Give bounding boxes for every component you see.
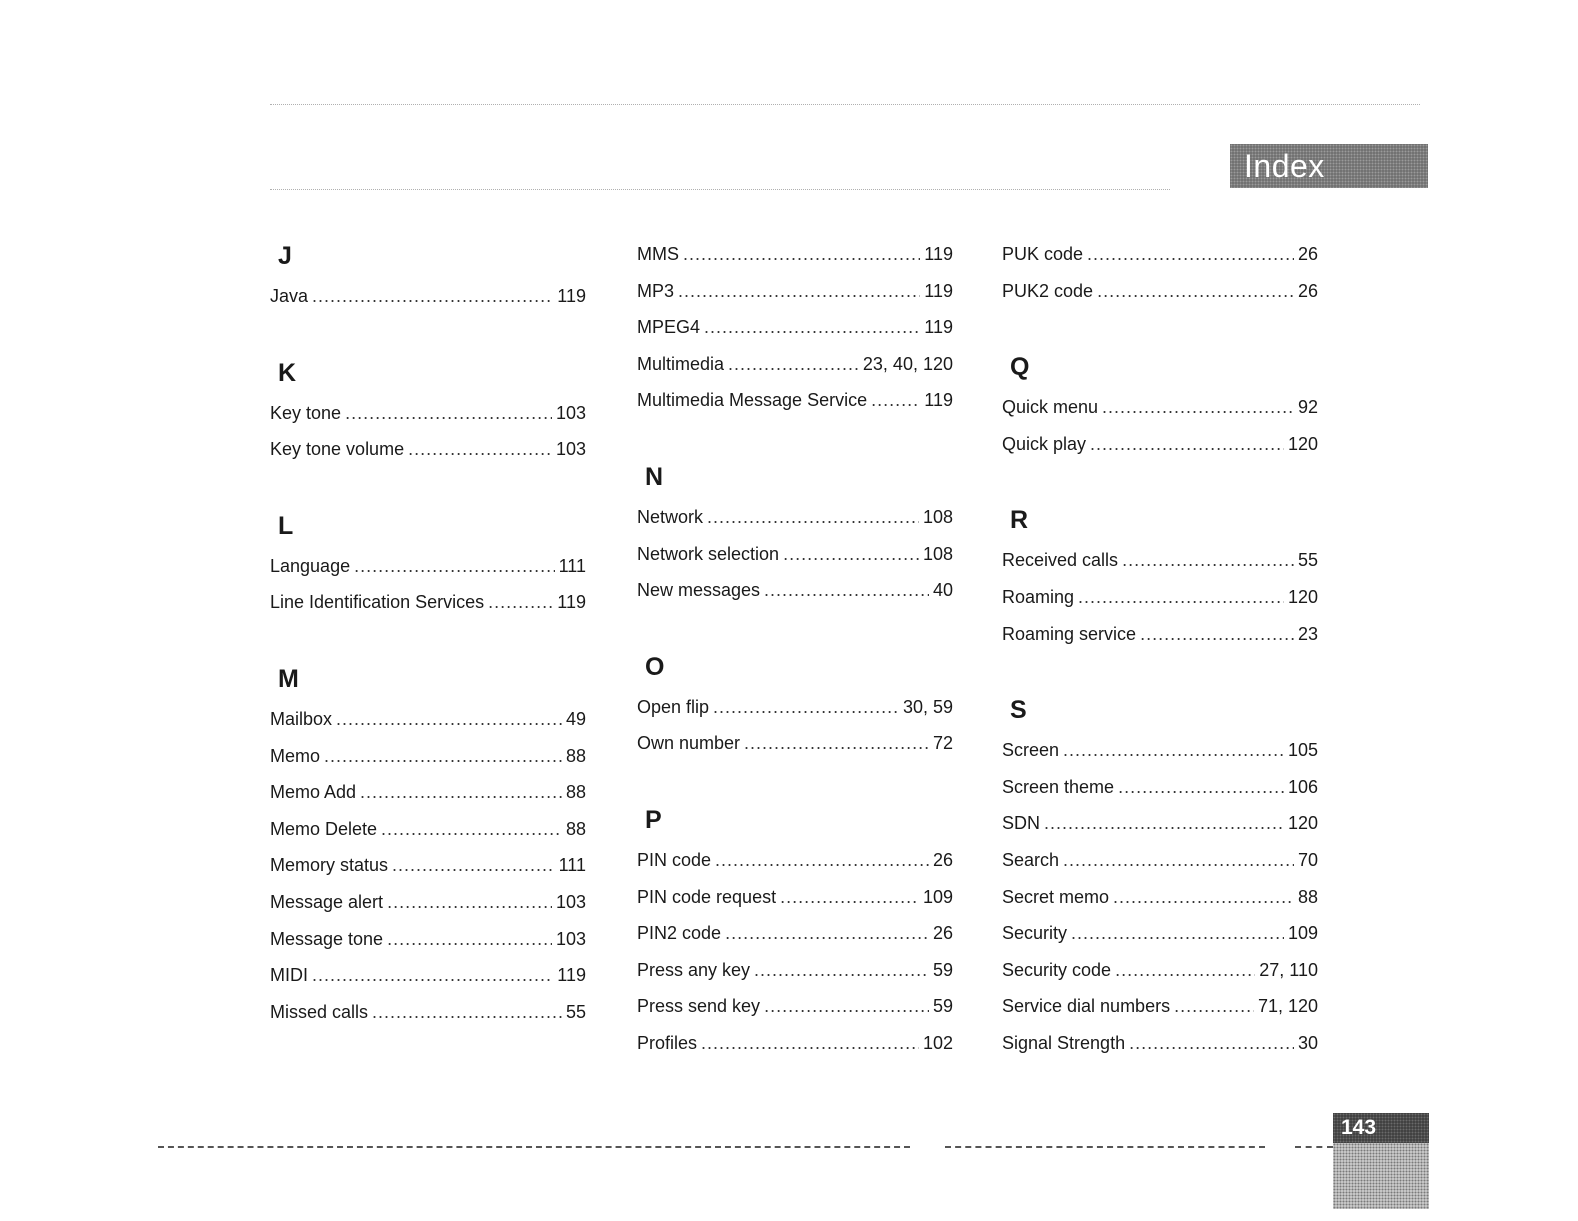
leader-dots	[744, 725, 929, 762]
entry-term: PIN2 code	[637, 923, 722, 944]
entry-term: Own number	[637, 733, 741, 754]
index-entry	[270, 847, 586, 884]
entry-term: Screen theme	[1002, 776, 1115, 797]
index-entry	[1002, 616, 1318, 653]
entry-term: Roaming service	[1002, 623, 1137, 644]
leader-dots	[488, 584, 553, 621]
index-entry	[270, 774, 586, 811]
index-entry	[637, 499, 953, 536]
group-letter: P	[645, 805, 662, 834]
index-entry	[1002, 952, 1318, 989]
index-entry	[1002, 1025, 1318, 1062]
leader-dots	[764, 572, 929, 609]
entry-pages: 103	[555, 402, 586, 423]
entry-term: Screen	[1002, 740, 1060, 761]
entry-term: Memory status	[270, 855, 389, 876]
index-entry	[1002, 236, 1318, 273]
index-group-m-continued	[637, 236, 953, 419]
index-entry	[637, 309, 953, 346]
leader-dots	[360, 774, 562, 811]
leader-dots	[392, 847, 555, 884]
entry-pages: 88	[565, 745, 586, 766]
section-tab-index: Index	[1230, 144, 1428, 188]
index-column-2	[637, 236, 953, 1062]
index-entry	[1002, 542, 1318, 579]
index-entry	[270, 701, 586, 738]
group-letter: S	[1010, 696, 1027, 725]
entry-term: Language	[270, 555, 351, 576]
index-entry	[270, 431, 586, 468]
entry-pages: 23, 40, 120	[862, 353, 953, 374]
index-entry	[1002, 273, 1318, 310]
entry-pages: 119	[924, 317, 953, 338]
entry-pages: 88	[1297, 886, 1318, 907]
entry-term: Roaming	[1002, 586, 1075, 607]
entry-term: Received calls	[1002, 550, 1119, 571]
entry-pages: 27, 110	[1259, 959, 1318, 980]
entry-pages: 119	[924, 280, 953, 301]
index-group-p-continued	[1002, 236, 1318, 309]
leader-dots	[701, 1025, 919, 1062]
footer-dashed-rule	[1295, 1146, 1333, 1148]
group-letter: M	[278, 664, 299, 693]
entry-pages: 119	[924, 244, 953, 264]
index-entry	[637, 572, 953, 609]
index-group-m	[270, 659, 586, 1030]
entry-pages: 26	[932, 923, 953, 944]
entry-term: Quick play	[1002, 433, 1087, 454]
index-entry	[270, 994, 586, 1031]
leader-dots	[312, 278, 553, 315]
index-entry	[1002, 732, 1318, 769]
page-number-box	[1333, 1113, 1429, 1209]
entry-pages: 120	[1287, 586, 1318, 607]
entry-pages: 49	[565, 708, 586, 729]
leader-dots	[1113, 879, 1294, 916]
leader-dots	[1174, 988, 1254, 1025]
leader-dots	[324, 738, 562, 775]
leader-dots	[345, 395, 552, 432]
entry-term: MP3	[637, 280, 675, 301]
entry-term: Multimedia	[637, 353, 725, 374]
leader-dots	[1097, 273, 1294, 310]
entry-term: Multimedia Message Service	[637, 390, 868, 411]
index-entry	[637, 236, 953, 273]
entry-term: Mailbox	[270, 708, 333, 729]
entry-pages: 26	[932, 849, 953, 870]
index-entry	[270, 278, 586, 315]
index-entry	[637, 952, 953, 989]
scan-artifact-line	[270, 104, 1420, 105]
index-entry	[637, 1025, 953, 1062]
leader-dots	[354, 548, 555, 585]
index-group-r	[1002, 500, 1318, 652]
leader-dots	[1087, 236, 1294, 273]
entry-pages: 119	[557, 592, 586, 613]
entry-pages: 70	[1297, 849, 1318, 870]
index-group-o	[637, 647, 953, 762]
leader-dots	[408, 431, 552, 468]
leader-dots	[1090, 426, 1284, 463]
index-group-p	[637, 800, 953, 1062]
footer-dashed-rule	[945, 1146, 1265, 1148]
index-group-j	[270, 236, 586, 315]
index-column-1	[270, 236, 586, 1030]
index-entry	[270, 884, 586, 921]
entry-term: Network selection	[637, 543, 780, 564]
leader-dots	[1063, 732, 1284, 769]
leader-dots	[1071, 915, 1284, 952]
index-entry	[637, 273, 953, 310]
entry-term: New messages	[637, 580, 761, 601]
entry-term: Memo Delete	[270, 818, 378, 839]
entry-pages: 102	[922, 1032, 953, 1053]
entry-pages: 103	[555, 928, 586, 949]
entry-pages: 120	[1287, 813, 1318, 834]
entry-pages: 26	[1297, 244, 1318, 264]
entry-pages: 55	[565, 1001, 586, 1022]
leader-dots	[1102, 389, 1294, 426]
entry-term: Message alert	[270, 891, 384, 912]
entry-term: Missed calls	[270, 1001, 369, 1022]
index-entry	[1002, 769, 1318, 806]
index-entry	[1002, 879, 1318, 916]
entry-term: SDN	[1002, 813, 1041, 834]
entry-term: Profiles	[637, 1032, 698, 1053]
entry-pages: 106	[1287, 776, 1318, 797]
entry-pages: 71, 120	[1257, 996, 1318, 1017]
leader-dots	[1122, 542, 1294, 579]
index-entry	[270, 738, 586, 775]
index-entry	[270, 548, 586, 585]
entry-pages: 30, 59	[902, 696, 953, 717]
index-entry	[637, 689, 953, 726]
index-group-s	[1002, 690, 1318, 1061]
leader-dots	[754, 952, 929, 989]
entry-pages: 103	[555, 439, 586, 460]
entry-pages: 111	[558, 855, 586, 876]
entry-term: Open flip	[637, 696, 710, 717]
leader-dots	[704, 309, 920, 346]
index-entry	[1002, 389, 1318, 426]
leader-dots	[312, 957, 553, 994]
leader-dots	[715, 842, 929, 879]
index-entry	[637, 915, 953, 952]
entry-term: Security	[1002, 923, 1068, 944]
index-entry	[270, 584, 586, 621]
entry-pages: 109	[1287, 923, 1318, 944]
entry-term: PIN code	[637, 849, 712, 870]
entry-pages: 30	[1297, 1032, 1318, 1053]
index-entry	[1002, 915, 1318, 952]
leader-dots	[783, 536, 919, 573]
entry-pages: 108	[922, 506, 953, 527]
entry-term: MPEG4	[637, 317, 701, 338]
leader-dots	[728, 346, 859, 383]
group-letter: O	[645, 652, 665, 681]
entry-pages: 105	[1287, 740, 1318, 761]
leader-dots	[683, 236, 920, 273]
entry-term: PUK2 code	[1002, 280, 1094, 301]
index-group-q	[1002, 347, 1318, 462]
index-entry	[1002, 988, 1318, 1025]
entry-term: Key tone volume	[270, 439, 405, 460]
index-entry	[637, 725, 953, 762]
page-number: 143	[1333, 1113, 1429, 1143]
index-entry	[270, 921, 586, 958]
index-entry	[637, 536, 953, 573]
entry-pages: 59	[932, 959, 953, 980]
leader-dots	[1078, 579, 1284, 616]
leader-dots	[336, 701, 562, 738]
leader-dots	[387, 884, 552, 921]
leader-dots	[1115, 952, 1255, 989]
index-entry	[1002, 842, 1318, 879]
entry-pages: 120	[1287, 433, 1318, 454]
entry-term: Search	[1002, 849, 1060, 870]
entry-term: Signal Strength	[1002, 1032, 1126, 1053]
entry-pages: 40	[932, 580, 953, 601]
index-group-n	[637, 457, 953, 609]
entry-term: Press any key	[637, 959, 751, 980]
leader-dots	[381, 811, 562, 848]
entry-term: Quick menu	[1002, 397, 1099, 418]
leader-dots	[1063, 842, 1294, 879]
index-column-3	[1002, 236, 1318, 1062]
index-entry	[637, 346, 953, 383]
entry-term: Security code	[1002, 959, 1112, 980]
scan-artifact-line	[270, 189, 1170, 190]
index-entry	[637, 879, 953, 916]
leader-dots	[707, 499, 919, 536]
group-letter: N	[645, 462, 664, 491]
group-letter: K	[278, 358, 297, 387]
leader-dots	[1044, 805, 1284, 842]
entry-term: PUK code	[1002, 244, 1084, 264]
group-letter: L	[278, 511, 294, 540]
entry-pages: 119	[557, 286, 586, 306]
entry-term: PIN code request	[637, 886, 777, 907]
index-entry	[637, 988, 953, 1025]
entry-term: Service dial numbers	[1002, 996, 1171, 1017]
entry-term: MIDI	[270, 965, 308, 986]
entry-term: Java	[270, 286, 309, 306]
entry-pages: 72	[932, 733, 953, 754]
entry-pages: 88	[565, 818, 586, 839]
entry-term: MMS	[637, 244, 679, 264]
leader-dots	[764, 988, 929, 1025]
entry-pages: 55	[1297, 550, 1318, 571]
entry-pages: 109	[922, 886, 953, 907]
entry-pages: 111	[558, 555, 586, 576]
group-letter: R	[1010, 506, 1029, 535]
entry-pages: 26	[1297, 280, 1318, 301]
entry-pages: 108	[922, 543, 953, 564]
entry-pages: 103	[555, 891, 586, 912]
entry-pages: 88	[565, 782, 586, 803]
index-entry	[637, 382, 953, 419]
entry-term: Network	[637, 506, 704, 527]
entry-pages: 119	[924, 390, 953, 411]
index-entry	[1002, 579, 1318, 616]
entry-term: Key tone	[270, 402, 342, 423]
leader-dots	[372, 994, 562, 1031]
index-entry	[1002, 426, 1318, 463]
leader-dots	[1140, 616, 1294, 653]
entry-term: Press send key	[637, 996, 761, 1017]
entry-term: Line Identification Services	[270, 592, 485, 613]
entry-term: Secret memo	[1002, 886, 1110, 907]
group-letter: J	[278, 242, 292, 270]
entry-pages: 59	[932, 996, 953, 1017]
group-letter: Q	[1010, 353, 1030, 382]
index-group-l	[270, 506, 586, 621]
entry-term: Memo Add	[270, 782, 357, 803]
leader-dots	[713, 689, 899, 726]
entry-pages: 119	[557, 965, 586, 986]
leader-dots	[871, 382, 920, 419]
leader-dots	[678, 273, 920, 310]
entry-term: Message tone	[270, 928, 384, 949]
index-entry	[270, 811, 586, 848]
entry-pages: 92	[1297, 397, 1318, 418]
leader-dots	[725, 915, 929, 952]
entry-pages: 23	[1297, 623, 1318, 644]
entry-term: Memo	[270, 745, 321, 766]
index-entry	[1002, 805, 1318, 842]
index-entry	[270, 957, 586, 994]
footer-dashed-rule	[158, 1146, 910, 1148]
leader-dots	[387, 921, 552, 958]
index-entry	[637, 842, 953, 879]
index-group-k	[270, 353, 586, 468]
leader-dots	[1129, 1025, 1294, 1062]
leader-dots	[780, 879, 919, 916]
index-entry	[270, 395, 586, 432]
leader-dots	[1118, 769, 1284, 806]
